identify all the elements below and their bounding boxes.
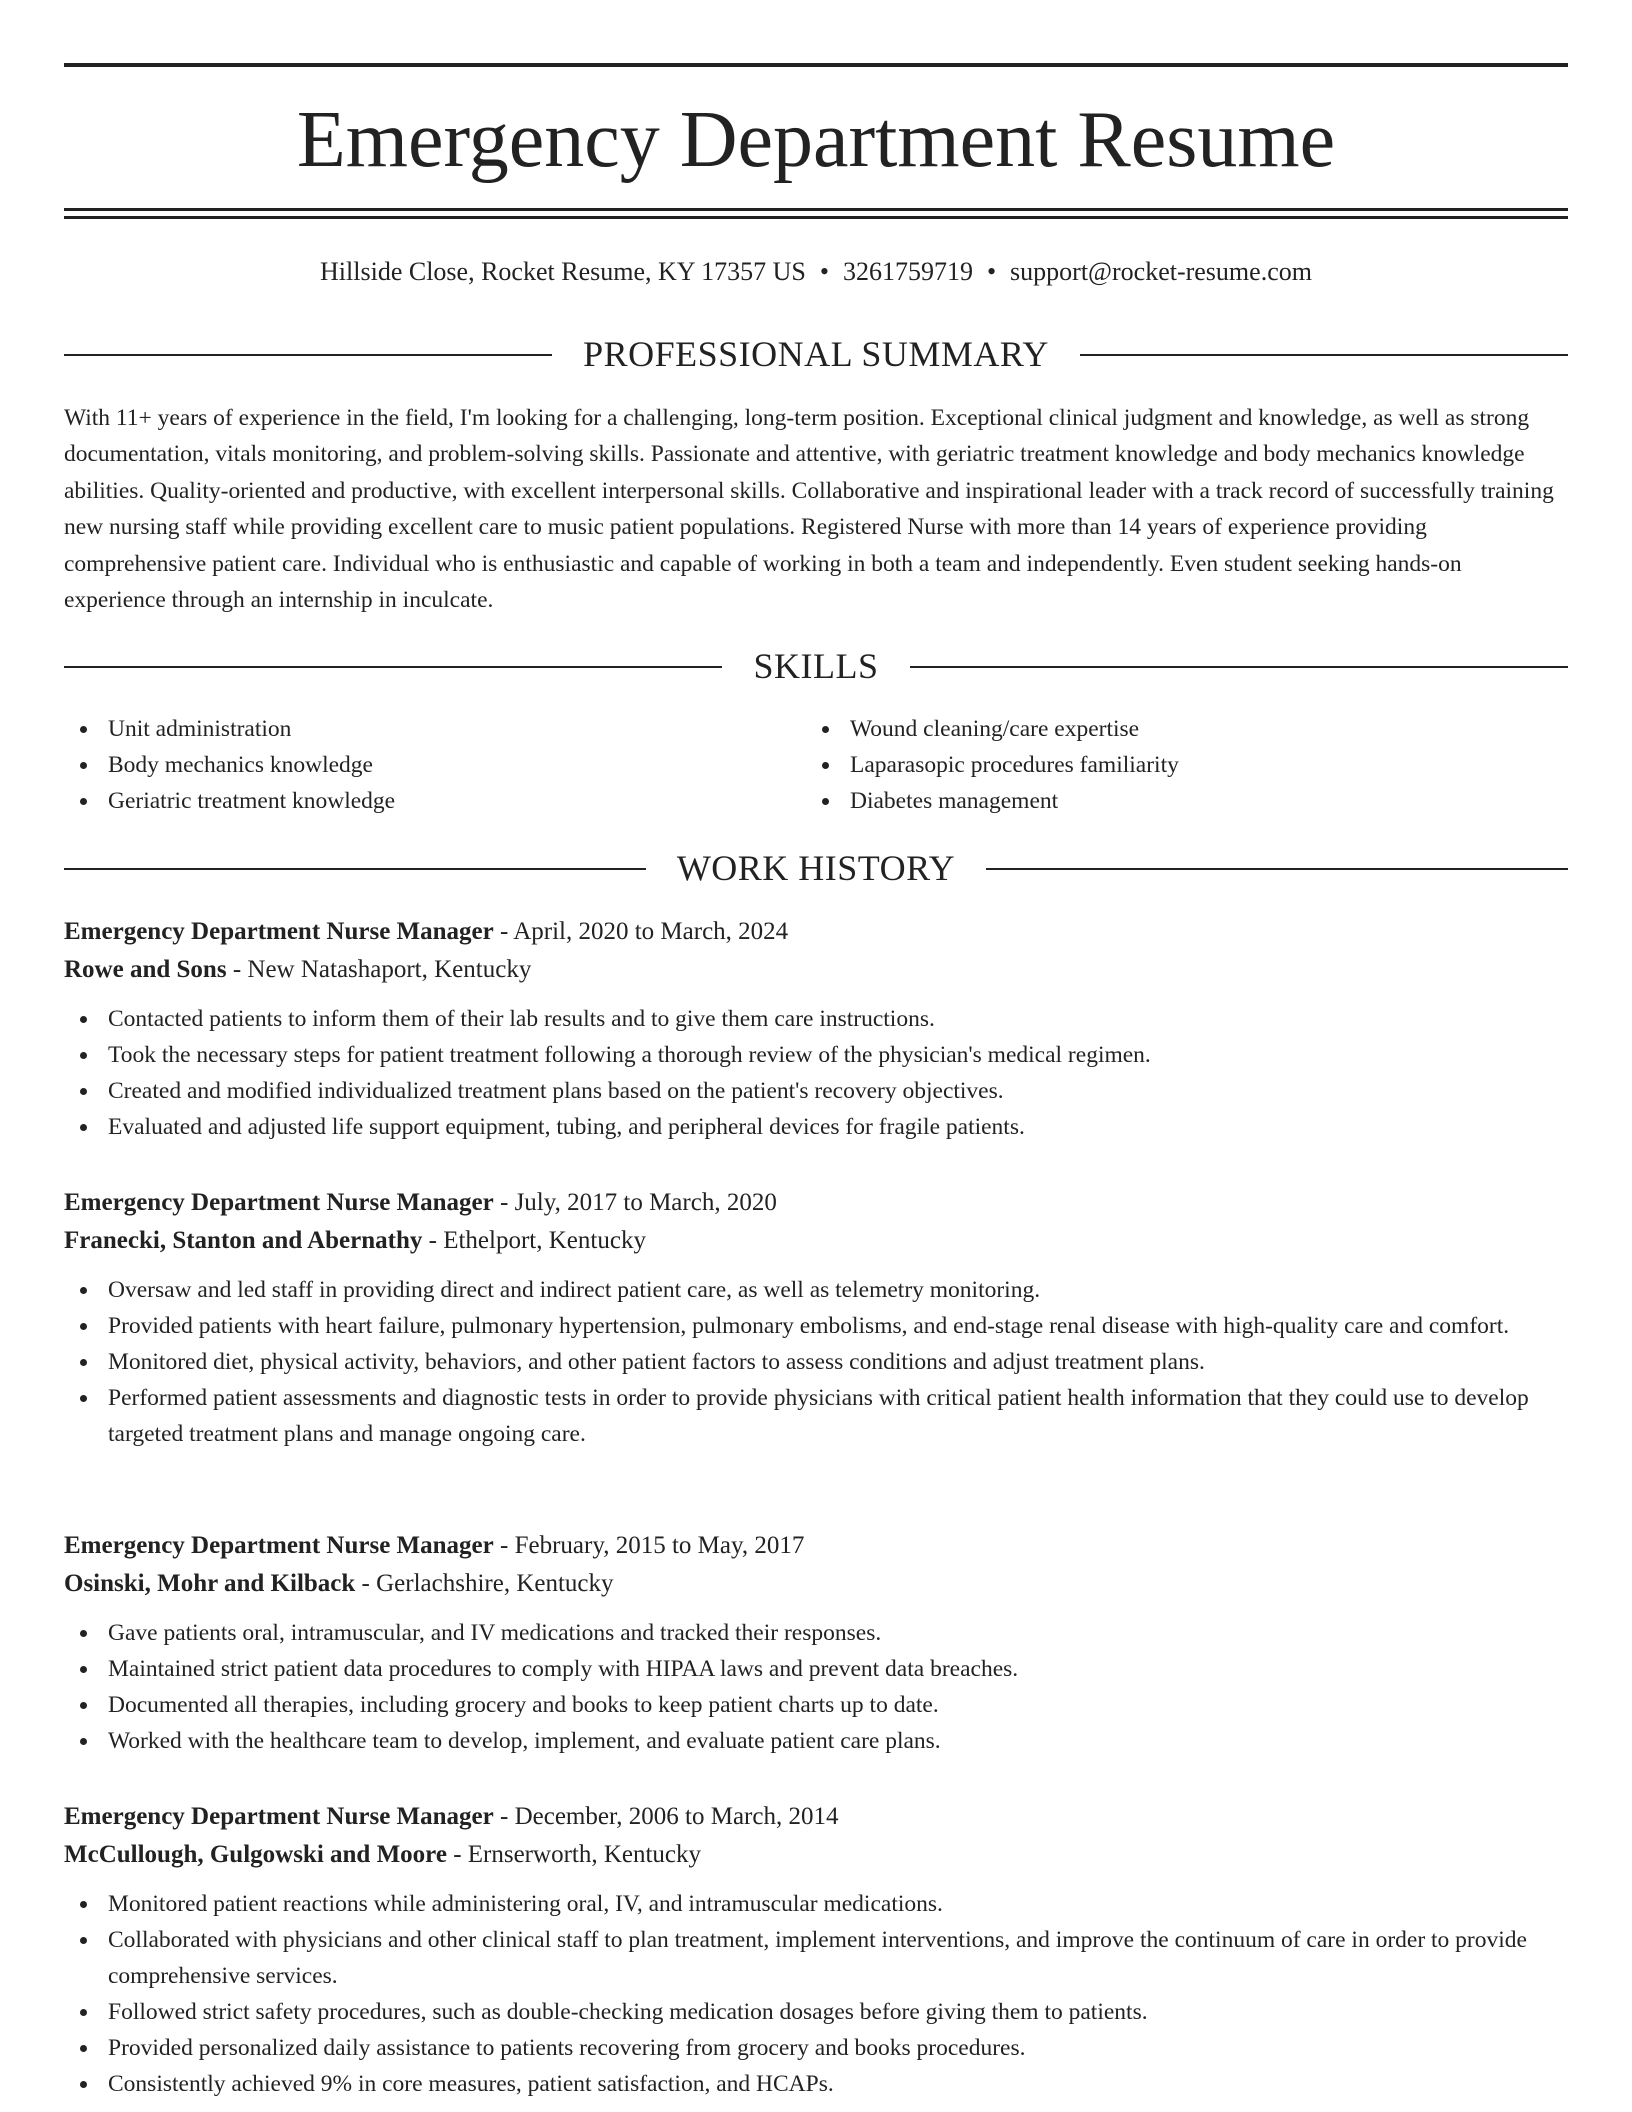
list-item: Wound cleaning/care expertise (806, 711, 1506, 747)
section-title: SKILLS (753, 646, 879, 686)
job-location: - New Natashaport, Kentucky (226, 956, 532, 983)
contact-address: Hillside Close, Rocket Resume, KY 17357 US (320, 257, 806, 286)
professional-summary: With 11+ years of experience in the field, I'm looking for a challenging, long-term position. Exceptional clinical judgment and knowledge, as well as strong documentation, vitals monitoring, and problem-solving skills. Passionate and attentive, with geriatric treatment knowledge and body mechanics knowledge abilities. Quality-oriented and productive, with excellent interpersonal skills. Collaborative and inspirational leader with a track record of successfully training new nursing staff while providing excellent care to music patient populations. Registered Nurse with more than 14 years of experience providing comprehensive patient care. Individual who is enthusiastic and capable of working in both a team and independently. Even student seeking hands-on experience through an internship in inculcate. (64, 405, 1554, 614)
top-rule (64, 63, 1568, 67)
list-item: Monitored patient reactions while administering oral, IV, and intramuscular medications. (64, 1886, 1568, 1922)
list-item: Took the necessary steps for patient treatment following a thorough review of the physician's medical regimen. (64, 1037, 1568, 1073)
job-bullets (64, 1272, 1568, 1452)
job-bullets (64, 1001, 1568, 1145)
contact-separator: • (986, 257, 997, 286)
list-item: Unit administration (64, 711, 764, 747)
job-entry (64, 1798, 1568, 2102)
list-item: Body mechanics knowledge (64, 747, 764, 783)
title-rule-upper (64, 208, 1568, 211)
skills-list-left (64, 711, 764, 819)
job-entry (64, 1527, 1568, 1759)
list-item: Collaborated with physicians and other clinical staff to plan treatment, implement interventions, and improve the continuum of care in order to provide comprehensive services. (64, 1922, 1568, 1994)
job-bullets (64, 1886, 1568, 2102)
job-company: McCullough, Gulgowski and Moore (64, 1841, 447, 1868)
contact-separator: • (819, 257, 829, 286)
list-item: Diabetes management (806, 783, 1506, 819)
resume-title: Emergency Department Resume (296, 96, 1336, 184)
job-company: Rowe and Sons (64, 956, 227, 983)
title-rule-lower (64, 216, 1568, 219)
job-location: - Gerlachshire, Kentucky (355, 1570, 614, 1597)
list-item: Maintained strict patient data procedures to comply with HIPAA laws and prevent data breaches. (64, 1651, 1568, 1687)
job-company-line (64, 951, 1568, 989)
job-company-line (64, 1565, 1568, 1603)
list-item: Gave patients oral, intramuscular, and IV medications and tracked their responses. (64, 1615, 1568, 1651)
list-item: Evaluated and adjusted life support equipment, tubing, and peripheral devices for fragile patients. (64, 1109, 1568, 1145)
job-dates: - July, 2017 to March, 2020 (493, 1189, 777, 1216)
list-item: Provided patients with heart failure, pulmonary hypertension, pulmonary embolisms, and end-stage renal disease with high-quality care and comfort. (64, 1308, 1568, 1344)
job-role-line (64, 1184, 1568, 1222)
contact-phone: 3261759719 (842, 257, 973, 286)
list-item: Followed strict safety procedures, such as double-checking medication dosages before giving them to patients. (64, 1994, 1568, 2030)
job-role-line (64, 913, 1568, 951)
job-company: Osinski, Mohr and Kilback (64, 1570, 356, 1597)
section-header-skills (64, 646, 1568, 686)
list-item: Monitored diet, physical activity, behaviors, and other patient factors to assess conditions and adjust treatment plans. (64, 1344, 1568, 1380)
job-dates: - December, 2006 to March, 2014 (493, 1803, 839, 1830)
list-item: Geriatric treatment knowledge (64, 783, 764, 819)
contact-email: support@rocket-resume.com (1010, 257, 1312, 286)
job-dates: - April, 2020 to March, 2024 (493, 918, 789, 945)
list-item: Contacted patients to inform them of their lab results and to give them care instructions. (64, 1001, 1568, 1037)
section-title: WORK HISTORY (676, 848, 956, 888)
job-bullets (64, 1615, 1568, 1759)
job-location: - Ernserworth, Kentucky (446, 1841, 702, 1868)
job-title: Emergency Department Nurse Manager (64, 1189, 494, 1216)
job-title: Emergency Department Nurse Manager (64, 918, 494, 945)
skills-list-right (806, 711, 1506, 819)
job-dates: - February, 2015 to May, 2017 (493, 1532, 805, 1559)
job-role-line (64, 1527, 1568, 1565)
section-title: PROFESSIONAL SUMMARY (583, 334, 1049, 374)
job-entry (64, 1184, 1568, 1452)
list-item: Worked with the healthcare team to develop, implement, and evaluate patient care plans. (64, 1723, 1568, 1759)
contact-line (64, 255, 1568, 289)
list-item: Laparasopic procedures familiarity (806, 747, 1506, 783)
list-item: Performed patient assessments and diagnostic tests in order to provide physicians with critical patient health information that they could use to develop targeted treatment plans and manage ongoing care. (64, 1380, 1568, 1452)
list-item: Created and modified individualized treatment plans based on the patient's recovery objectives. (64, 1073, 1568, 1109)
job-entry (64, 913, 1568, 1145)
list-item: Provided personalized daily assistance to patients recovering from grocery and books procedures. (64, 2030, 1568, 2066)
section-header-work (64, 848, 1568, 888)
list-item: Documented all therapies, including grocery and books to keep patient charts up to date. (64, 1687, 1568, 1723)
job-company-line (64, 1836, 1568, 1874)
job-title: Emergency Department Nurse Manager (64, 1803, 494, 1830)
section-header-summary (64, 334, 1568, 374)
job-location: - Ethelport, Kentucky (422, 1227, 646, 1254)
job-role-line (64, 1798, 1568, 1836)
list-item: Consistently achieved 9% in core measures, patient satisfaction, and HCAPs. (64, 2066, 1568, 2102)
job-title: Emergency Department Nurse Manager (64, 1532, 494, 1559)
job-company-line (64, 1222, 1568, 1260)
list-item: Oversaw and led staff in providing direct and indirect patient care, as well as telemetry monitoring. (64, 1272, 1568, 1308)
job-company: Franecki, Stanton and Abernathy (64, 1227, 423, 1254)
